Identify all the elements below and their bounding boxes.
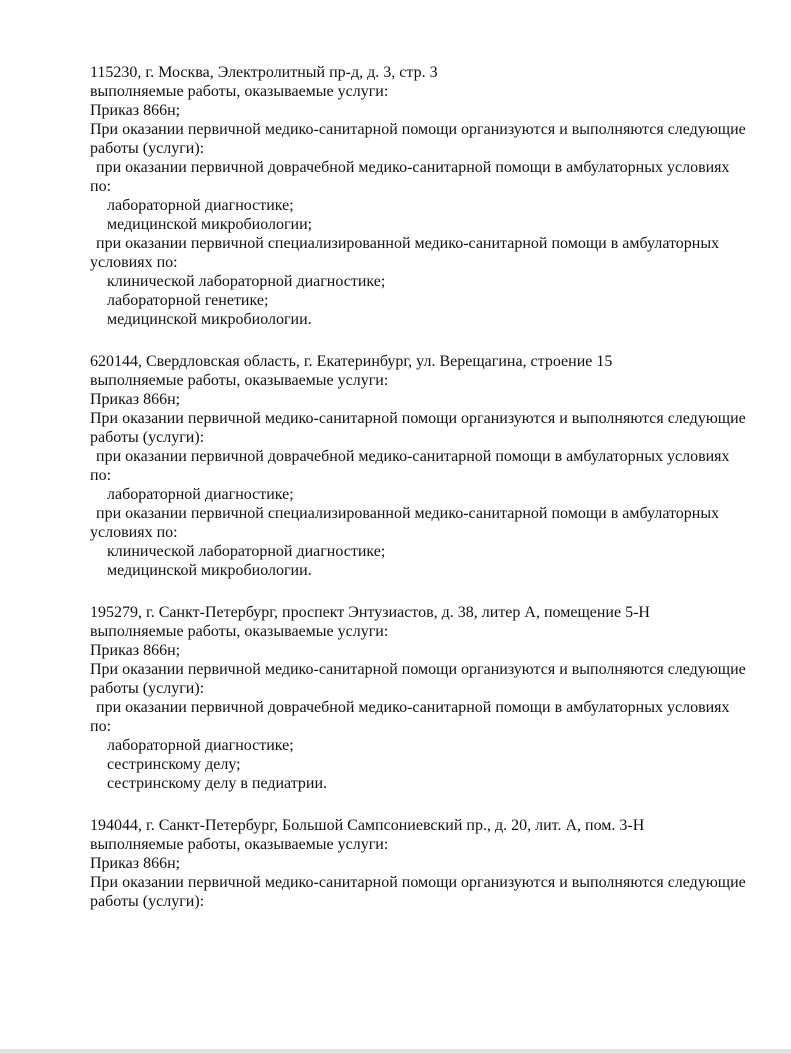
- bottom-divider: [0, 1049, 791, 1054]
- license-block: [90, 63, 751, 329]
- service-text-line: по:: [90, 718, 112, 735]
- service-text-line: при оказании первичной доврачебной медико-санитарной помощи в амбулаторных условиях: [96, 448, 730, 465]
- works-services-label: выполняемые работы, оказываемые услуги:: [90, 83, 389, 100]
- order-label: Приказ 866н;: [90, 855, 181, 872]
- service-text-line: по:: [90, 178, 112, 195]
- order-label: Приказ 866н;: [90, 102, 181, 119]
- service-text-line: при оказании первичной доврачебной медико-санитарной помощи в амбулаторных условиях: [96, 699, 730, 716]
- service-text-line: лабораторной диагностике;: [107, 197, 294, 214]
- address-line: 620144, Свердловская область, г. Екатеринбург, ул. Верещагина, строение 15: [90, 353, 613, 370]
- service-text-line: медицинской микробиологии.: [107, 562, 312, 579]
- service-text-line: сестринскому делу;: [107, 756, 241, 773]
- works-services-label: выполняемые работы, оказываемые услуги:: [90, 623, 389, 640]
- license-block: [90, 352, 751, 580]
- service-text-line: лабораторной диагностике;: [107, 486, 294, 503]
- license-block: [90, 816, 751, 911]
- works-services-label: выполняемые работы, оказываемые услуги:: [90, 372, 389, 389]
- service-text-line: работы (услуги):: [90, 680, 205, 697]
- address-line: 194044, г. Санкт-Петербург, Большой Сампсониевский пр., д. 20, лит. А, пом. 3-Н: [90, 817, 645, 834]
- service-text-line: при оказании первичной доврачебной медико-санитарной помощи в амбулаторных условиях: [96, 159, 730, 176]
- service-text-line: медицинской микробиологии;: [107, 216, 313, 233]
- service-text-line: при оказании первичной специализированной медико-санитарной помощи в амбулаторных: [96, 505, 720, 522]
- license-block: [90, 603, 751, 793]
- order-label: Приказ 866н;: [90, 391, 181, 408]
- service-text-line: условиях по:: [90, 524, 178, 541]
- service-text-line: по:: [90, 467, 112, 484]
- service-text-line: работы (услуги):: [90, 140, 205, 157]
- service-text-line: условиях по:: [90, 254, 178, 271]
- service-text-line: медицинской микробиологии.: [107, 311, 312, 328]
- address-line: 195279, г. Санкт-Петербург, проспект Энтузиастов, д. 38, литер А, помещение 5-Н: [90, 604, 650, 621]
- order-label: Приказ 866н;: [90, 642, 181, 659]
- service-text-line: При оказании первичной медико-санитарной помощи организуются и выполняются следующие: [90, 874, 746, 891]
- service-text-line: при оказании первичной специализированной медико-санитарной помощи в амбулаторных: [96, 235, 720, 252]
- service-text-line: работы (услуги):: [90, 893, 205, 910]
- service-text-line: работы (услуги):: [90, 429, 205, 446]
- works-services-label: выполняемые работы, оказываемые услуги:: [90, 836, 389, 853]
- service-text-line: лабораторной диагностике;: [107, 737, 294, 754]
- service-text-line: клинической лабораторной диагностике;: [107, 543, 386, 560]
- service-text-line: При оказании первичной медико-санитарной помощи организуются и выполняются следующие: [90, 661, 746, 678]
- service-text-line: сестринскому делу в педиатрии.: [107, 775, 328, 792]
- address-line: 115230, г. Москва, Электролитный пр-д, д. 3, стр. 3: [90, 64, 438, 81]
- service-text-line: клинической лабораторной диагностике;: [107, 273, 386, 290]
- service-text-line: При оказании первичной медико-санитарной помощи организуются и выполняются следующие: [90, 410, 746, 427]
- service-text-line: При оказании первичной медико-санитарной помощи организуются и выполняются следующие: [90, 121, 746, 138]
- service-text-line: лабораторной генетике;: [107, 292, 269, 309]
